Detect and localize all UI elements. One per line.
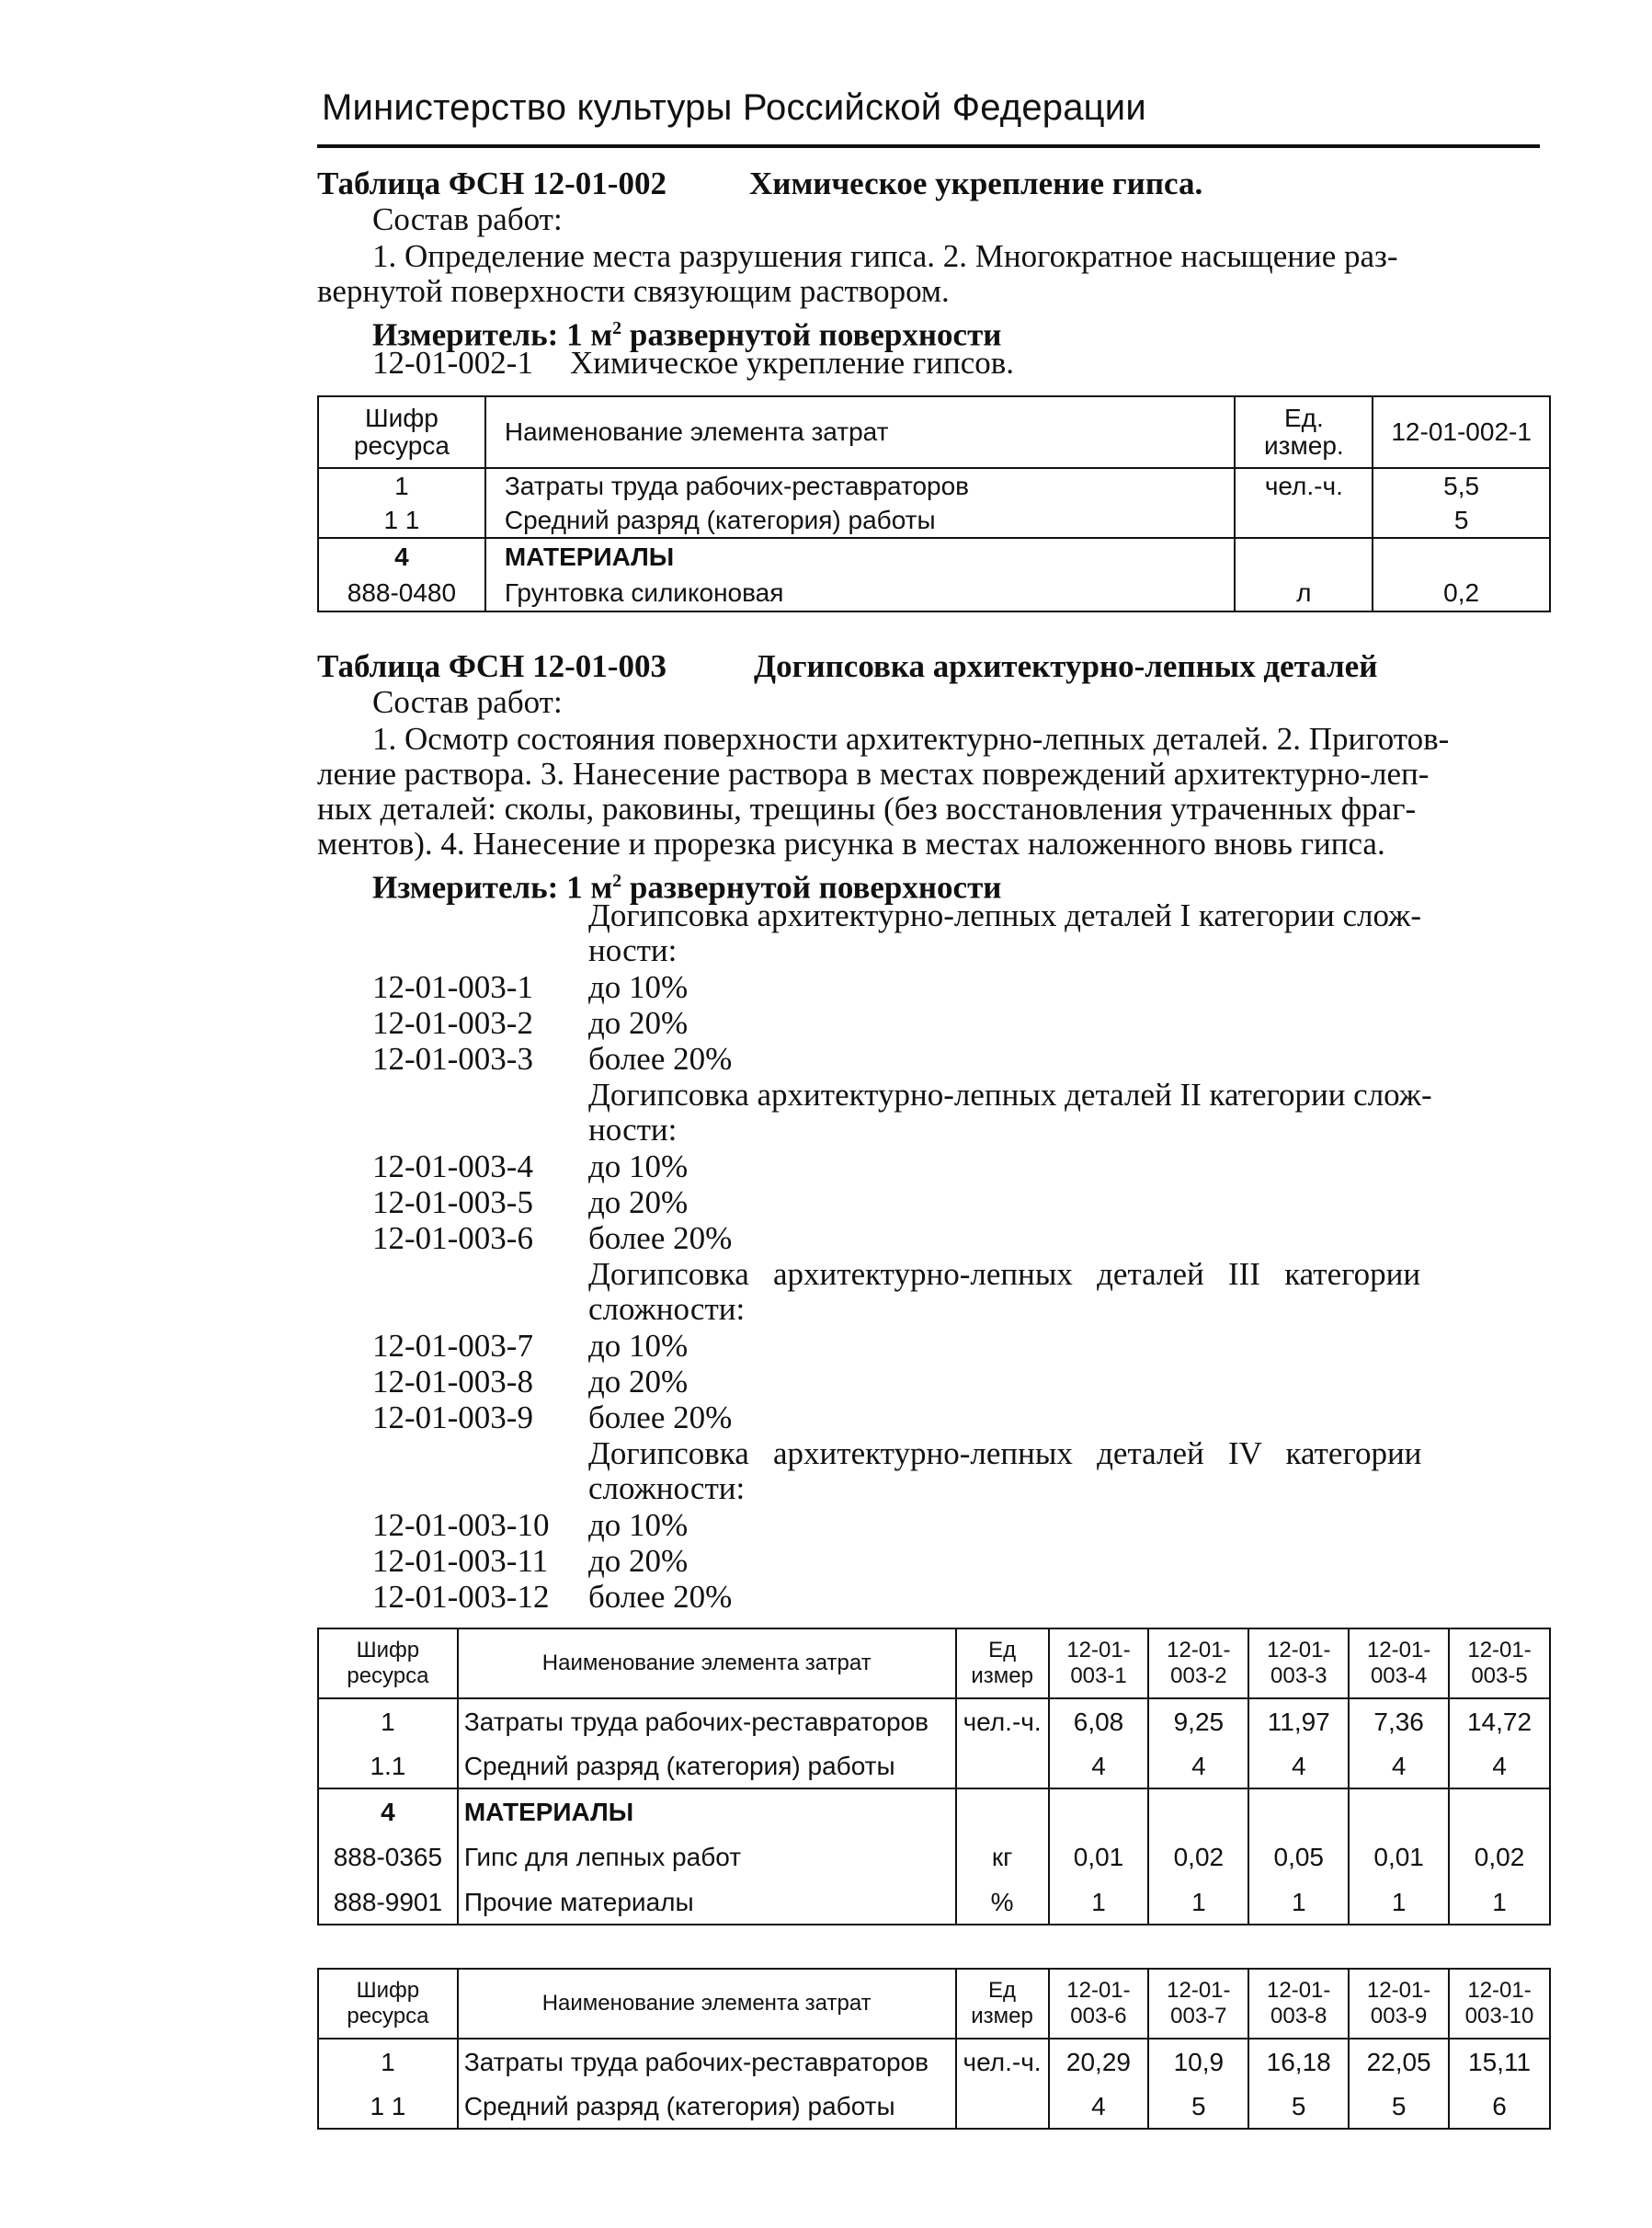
norm-code: 12-01-003-5 [372, 1184, 533, 1220]
meter-suffix: развернутой поверхности [621, 869, 1002, 906]
header-column [1349, 1969, 1449, 2039]
row-value: 5 [1248, 2085, 1349, 2129]
norm-name: Химическое укрепление гипсов. [570, 345, 1015, 381]
row-value: 0,01 [1349, 1834, 1449, 1880]
meter-prefix: Измеритель: 1 м [372, 316, 613, 353]
works-text-line: ментов). 4. Нанесение и прорезка рисунка в местах наложенного вновь гипса. [317, 826, 1385, 862]
header-col-line: 12-01- [1167, 1638, 1231, 1662]
row-code: 888-0480 [318, 575, 485, 611]
header-column [1349, 1628, 1449, 1698]
header-rule [317, 144, 1540, 148]
resource-table-12-01-002 [317, 395, 1551, 612]
row-name: Средний разряд (категория) работы [485, 503, 1236, 538]
table-name: Догипсовка архитектурно-лепных деталей [754, 648, 1378, 684]
running-header: Министерство культуры Российской Федерации [322, 87, 1146, 128]
header-name: Наименование элемента затрат [458, 1628, 956, 1698]
works-text-line: вернутой поверхности связующим раствором. [317, 273, 950, 309]
group-title: Догипсовка архитектурно-лепных деталей IV категории [588, 1435, 1422, 1471]
row-value: 1 [1248, 1880, 1349, 1925]
works-label: Состав работ: [372, 684, 563, 720]
row-value: 14,72 [1449, 1698, 1550, 1744]
table-row [318, 1834, 1550, 1880]
header-code-line: Шифр [356, 1638, 420, 1662]
group-title: ности: [588, 932, 678, 968]
table-header-row [318, 1628, 1550, 1698]
row-value: 9,25 [1148, 1698, 1248, 1744]
header-column [1148, 1628, 1248, 1698]
header-col-line: 12-01- [1267, 1978, 1331, 2003]
row-value: 20,29 [1049, 2039, 1149, 2085]
row-unit: чел.-ч. [956, 1698, 1049, 1744]
row-unit: л [1235, 575, 1373, 611]
table-name: Химическое укрепление гипса. [749, 166, 1203, 201]
row-value: 5 [1148, 2085, 1248, 2129]
row-code: 888-9901 [318, 1880, 458, 1925]
row-name: Затраты труда рабочих-реставраторов [458, 2039, 956, 2085]
resource-table-12-01-003-a [317, 1628, 1551, 1925]
header-unit-line: Ед [988, 1638, 1017, 1662]
header-code [318, 1628, 458, 1698]
header-column [1248, 1969, 1349, 2039]
norm-code: 12-01-003-11 [372, 1543, 549, 1579]
header-col-line: 12-01- [1366, 1638, 1431, 1662]
row-unit: чел.-ч. [956, 2039, 1049, 2085]
row-code: 1 1 [318, 2085, 458, 2129]
norm-code: 12-01-003-8 [372, 1364, 533, 1400]
norm-text: до 10% [588, 1148, 689, 1184]
table-title-12-01-003 [317, 648, 1378, 685]
row-value: 0,05 [1248, 1834, 1349, 1880]
row-unit [956, 2085, 1049, 2129]
norm-text: до 10% [588, 969, 689, 1005]
table-row [318, 1744, 1550, 1788]
row-name: Затраты труда рабочих-реставраторов [485, 468, 1236, 503]
row-name: Средний разряд (категория) работы [458, 1744, 956, 1788]
header-col-line: 12-01- [1066, 1978, 1131, 2003]
row-value: 4 [1148, 1744, 1248, 1788]
row-value [1373, 538, 1550, 575]
row-code: 4 [318, 1788, 458, 1834]
row-code: 888-0365 [318, 1834, 458, 1880]
header-code [318, 1969, 458, 2039]
header-column [1049, 1628, 1149, 1698]
row-value: 16,18 [1248, 2039, 1349, 2085]
table-row [318, 468, 1550, 503]
header-column [1248, 1628, 1349, 1698]
norm-code: 12-01-003-1 [372, 969, 533, 1005]
table-row [318, 2085, 1550, 2129]
row-code: 1 [318, 468, 485, 503]
row-value: 1 [1449, 1880, 1550, 1925]
row-value: 15,11 [1449, 2039, 1550, 2085]
norm-code: 12-01-003-6 [372, 1220, 533, 1256]
row-value: 1 [1349, 1880, 1449, 1925]
row-code: 1 [318, 2039, 458, 2085]
row-value: 0,01 [1049, 1834, 1149, 1880]
norm-code: 12-01-003-9 [372, 1400, 533, 1435]
norm-text: до 10% [588, 1328, 689, 1364]
table-title-12-01-002 [317, 166, 1203, 202]
header-code-line: ресурса [347, 2004, 429, 2028]
header-code-line: ресурса [347, 1663, 429, 1688]
header-column [1449, 1969, 1550, 2039]
table-row [318, 538, 1550, 575]
norm-code: 12-01-003-4 [372, 1148, 533, 1184]
row-unit: кг [956, 1834, 1049, 1880]
header-col-line: 003-7 [1170, 2004, 1227, 2028]
row-code: 1 [318, 1698, 458, 1744]
row-value [1248, 1788, 1349, 1834]
row-unit: чел.-ч. [1235, 468, 1373, 503]
norm-code: 12-01-003-10 [372, 1507, 550, 1543]
header-col-line: 003-6 [1070, 2004, 1127, 2028]
row-value [1049, 1788, 1149, 1834]
header-unit: Ед. измер. [1235, 396, 1373, 468]
header-col-line: 003-9 [1370, 2004, 1428, 2028]
row-value: 4 [1049, 1744, 1149, 1788]
norm-text: до 20% [588, 1005, 689, 1041]
header-unit [956, 1628, 1049, 1698]
table-label: Таблица ФСН 12-01-002 [317, 166, 666, 201]
header-column [1049, 1969, 1149, 2039]
row-name: Гипс для лепных работ [458, 1834, 956, 1880]
group-title: ности: [588, 1112, 678, 1148]
works-label: Состав работ: [372, 201, 563, 237]
row-value: 5 [1349, 2085, 1449, 2129]
row-value: 7,36 [1349, 1698, 1449, 1744]
header-col-line: 003-2 [1170, 1663, 1227, 1688]
group-title: Догипсовка архитектурно-лепных деталей III категории [588, 1256, 1421, 1292]
table-header-row [318, 396, 1550, 468]
header-column [1449, 1628, 1550, 1698]
header-col-line: 003-8 [1270, 2004, 1327, 2028]
header-col-line: 12-01- [1167, 1978, 1231, 2003]
header-col-line: 003-10 [1464, 2004, 1534, 2028]
row-value: 0,02 [1449, 1834, 1550, 1880]
row-value: 6,08 [1049, 1698, 1149, 1744]
row-value: 4 [1449, 1744, 1550, 1788]
table-row [318, 503, 1550, 538]
row-value [1449, 1788, 1550, 1834]
header-unit-line: измер [971, 2004, 1033, 2028]
header-column: 12-01-002-1 [1373, 396, 1550, 468]
norm-text: более 20% [588, 1220, 733, 1256]
row-value: 11,97 [1248, 1698, 1349, 1744]
header-column [1148, 1969, 1248, 2039]
row-unit [1235, 503, 1373, 538]
works-text-line: 1. Определение места разрушения гипса. 2. Многократное насыщение раз- [372, 238, 1398, 274]
row-code: 1.1 [318, 1744, 458, 1788]
row-name: Затраты труда рабочих-реставраторов [458, 1698, 956, 1744]
meter-prefix: Измеритель: 1 м [372, 869, 613, 906]
table-header-row [318, 1969, 1550, 2039]
norm-text: более 20% [588, 1041, 733, 1077]
row-unit [956, 1744, 1049, 1788]
table-row [318, 1698, 1550, 1744]
row-value: 0,2 [1373, 575, 1550, 611]
row-value: 10,9 [1148, 2039, 1248, 2085]
row-value: 22,05 [1349, 2039, 1449, 2085]
norm-text: более 20% [588, 1400, 733, 1435]
norm-text: до 20% [588, 1543, 689, 1579]
header-name: Наименование элемента затрат [458, 1969, 956, 2039]
norm-text: более 20% [588, 1579, 733, 1615]
row-value: 4 [1049, 2085, 1149, 2129]
row-value: 0,02 [1148, 1834, 1248, 1880]
row-code: 4 [318, 538, 485, 575]
group-title: сложности: [588, 1470, 746, 1506]
row-code: 1 1 [318, 503, 485, 538]
norm-code: 12-01-003-12 [372, 1579, 550, 1615]
meter-superscript: 2 [612, 318, 622, 338]
resource-table-12-01-003-b [317, 1968, 1551, 2130]
works-text-line: ных деталей: сколы, раковины, трещины (без восстановления утраченных фраг- [317, 791, 1417, 827]
table-row [318, 2039, 1550, 2085]
header-col-line: 12-01- [1267, 1638, 1331, 1662]
header-col-line: 12-01- [1467, 1978, 1532, 2003]
table-row [318, 1788, 1550, 1834]
row-value: 4 [1349, 1744, 1449, 1788]
row-value: 6 [1449, 2085, 1550, 2129]
header-col-line: 12-01- [1066, 1638, 1131, 1662]
header-unit-line: Ед [988, 1978, 1017, 2003]
norm-code: 12-01-003-2 [372, 1005, 533, 1041]
norm-text: до 10% [588, 1507, 689, 1543]
works-text-line: 1. Осмотр состояния поверхности архитектурно-лепных деталей. 2. Приготов- [372, 721, 1450, 757]
row-value: 5,5 [1373, 468, 1550, 503]
table-row [318, 575, 1550, 611]
row-name: Грунтовка силиконовая [485, 575, 1236, 611]
norm-code: 12-01-003-7 [372, 1328, 533, 1364]
header-col-line: 003-5 [1471, 1663, 1528, 1688]
norm-code: 12-01-003-3 [372, 1041, 533, 1077]
row-name: МАТЕРИАЛЫ [485, 538, 1236, 575]
group-title: сложности: [588, 1291, 746, 1327]
row-value: 1 [1148, 1880, 1248, 1925]
row-name: Прочие материалы [458, 1880, 956, 1925]
row-value: 4 [1248, 1744, 1349, 1788]
row-value: 1 [1049, 1880, 1149, 1925]
row-name: Средний разряд (категория) работы [458, 2085, 956, 2129]
header-col-line: 12-01- [1366, 1978, 1431, 2003]
header-code-line: Шифр [356, 1978, 420, 2003]
norm-text: до 20% [588, 1364, 689, 1400]
header-unit-line: измер [971, 1663, 1033, 1688]
group-title: Догипсовка архитектурно-лепных деталей II категории слож- [588, 1077, 1432, 1113]
header-name: Наименование элемента затрат [485, 396, 1236, 468]
header-col-line: 003-1 [1070, 1663, 1127, 1688]
row-value: 5 [1373, 503, 1550, 538]
meter-suffix: развернутой поверхности [621, 316, 1002, 353]
meter-superscript: 2 [612, 871, 622, 891]
header-col-line: 003-3 [1270, 1663, 1327, 1688]
header-col-line: 003-4 [1370, 1663, 1428, 1688]
header-unit [956, 1969, 1049, 2039]
norm-code: 12-01-002-1 [372, 345, 533, 381]
group-title: Догипсовка архитектурно-лепных деталей I категории слож- [588, 897, 1421, 933]
row-value [1148, 1788, 1248, 1834]
table-row [318, 1880, 1550, 1925]
row-unit [956, 1788, 1049, 1834]
norm-text: до 20% [588, 1184, 689, 1220]
table-label: Таблица ФСН 12-01-003 [317, 648, 666, 684]
row-name: МАТЕРИАЛЫ [458, 1788, 956, 1834]
header-code: Шифр ресурса [318, 396, 485, 468]
works-text-line: ление раствора. 3. Нанесение раствора в местах повреждений архитектурно-леп- [317, 756, 1430, 792]
row-unit: % [956, 1880, 1049, 1925]
header-col-line: 12-01- [1467, 1638, 1532, 1662]
row-value [1349, 1788, 1449, 1834]
row-unit [1235, 538, 1373, 575]
